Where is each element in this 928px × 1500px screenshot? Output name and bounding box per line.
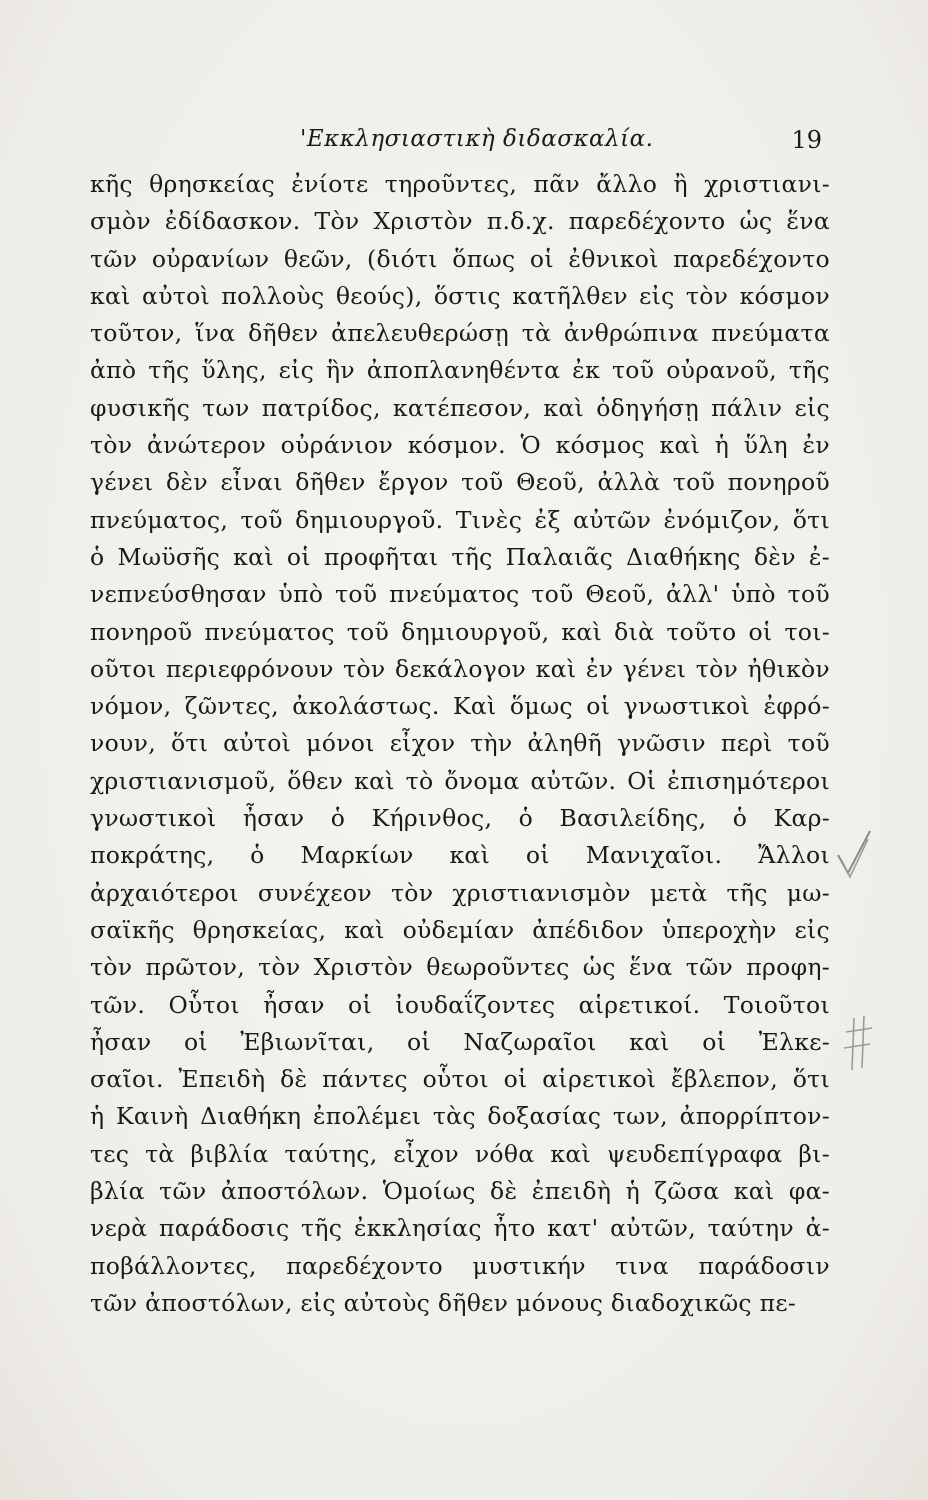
text-line: πνεύματος, τοῦ δημιουργοῦ. Τινὲς ἐξ αὐτῶν ἐνόμιζον, ὅτι [90,505,830,534]
text-line: ὁ Μωϋσῆς καὶ οἱ προφῆται τῆς Παλαιᾶς Διαθήκης δὲν ἐ- [90,542,830,571]
text-line: νουν, ὅτι αὐτοὶ μόνοι εἶχον τὴν ἀληθῆ γνῶσιν περὶ τοῦ [90,729,830,758]
text-line: ἦσαν οἱ Ἐβιωνῖται, οἱ Ναζωραῖοι καὶ οἱ Ἐλκε- [90,1027,830,1056]
text-line: ποκράτης, ὁ Μαρκίων καὶ οἱ Μανιχαῖοι. Ἄλλοι [90,841,830,870]
text-line: σαϊκῆς θρησκείας, καὶ οὐδεμίαν ἀπέδιδον ὑπεροχὴν εἰς [90,915,830,944]
text-line: τῶν. Οὗτοι ἦσαν οἱ ἰουδαΐζοντες αἱρετικοί. Τοιοῦτοι [90,990,830,1019]
text-line: νερὰ παράδοσις τῆς ἐκκλησίας ἦτο κατ' αὐτῶν, ταύτην ἀ- [90,1214,830,1243]
text-line: τες τὰ βιβλία ταύτης, εἶχον νόθα καὶ ψευδεπίγραφα βι- [90,1139,830,1168]
text-line: ἡ Καινὴ Διαθήκη ἐπολέμει τὰς δοξασίας των, ἀπορρίπτον- [90,1102,830,1131]
text-line: τὸν ἀνώτερον οὐράνιον κόσμον. Ὁ κόσμος καὶ ἡ ὕλη ἐν [90,431,830,460]
text-line: βλία τῶν ἀποστόλων. Ὁμοίως δὲ ἐπειδὴ ἡ ζῶσα καὶ φα- [90,1177,830,1206]
text-line: σαῖοι. Ἐπειδὴ δὲ πάντες οὗτοι οἱ αἱρετικοὶ ἔβλεπον, ὅτι [90,1065,830,1094]
text-line: κῆς θρησκείας ἐνίοτε τηροῦντες, πᾶν ἄλλο ἢ χριστιανι- [90,170,830,198]
text-line: οῦτοι περιεφρόνουν τὸν δεκάλογον καὶ ἐν γένει τὸν ἠθικὸν [90,654,830,683]
text-line: φυσικῆς των πατρίδος, κατέπεσον, καὶ ὁδηγήσῃ πάλιν εἰς [90,393,830,422]
text-line: τῶν ἀποστόλων, εἰς αὐτοὺς δῆθεν μόνους διαδοχικῶς πε- [90,1288,797,1317]
text-line: ἀπὸ τῆς ὕλης, εἰς ἣν ἀποπλανηθέντα ἐκ τοῦ οὐρανοῦ, τῆς [90,356,830,385]
text-line: ποβάλλοντες, παρεδέχοντο μυστικήν τινα παράδοσιν [90,1251,830,1280]
text-line: ἀρχαιότεροι συνέχεον τὸν χριστιανισμὸν μετὰ τῆς μω- [90,878,830,907]
pencil-hash-mark [840,1010,876,1080]
text-line: σμὸν ἐδίδασκον. Τὸν Χριστὸν π.δ.χ. παρεδέχοντο ὡς ἕνα [90,207,830,236]
pencil-check-mark [834,825,874,895]
text-line: γένει δὲν εἶναι δῆθεν ἔργον τοῦ Θεοῦ, ἀλλὰ τοῦ πονηροῦ [90,468,830,497]
text-line: τῶν οὐρανίων θεῶν, (διότι ὅπως οἱ ἐθνικοὶ παρεδέχοντο [90,244,830,273]
text-line: νόμον, ζῶντες, ἀκολάστως. Καὶ ὅμως οἱ γνωστικοὶ ἐφρό- [90,692,830,721]
text-line: καὶ αὐτοὶ πολλοὺς θεούς), ὅστις κατῆλθεν εἰς τὸν κόσμον [90,281,830,310]
page-number: 19 [791,126,822,154]
text-line: πονηροῦ πνεύματος τοῦ δημιουργοῦ, καὶ διὰ τοῦτο οἱ τοι- [90,617,830,646]
page-header [300,126,822,166]
text-line: χριστιανισμοῦ, ὅθεν καὶ τὸ ὄνομα αὐτῶν. Οἱ ἐπισημότεροι [90,766,830,795]
running-title: 'Εκκλησιαστικὴ διδασκαλία. [300,126,654,152]
text-line: γνωστικοὶ ἦσαν ὁ Κήρινθος, ὁ Βασιλείδης, ὁ Καρ- [90,804,830,833]
text-line: νεπνεύσθησαν ὑπὸ τοῦ πνεύματος τοῦ Θεοῦ, ἀλλ' ὑπὸ τοῦ [90,580,830,609]
body-text [90,166,830,1322]
text-line: τοῦτον, ἵνα δῆθεν ἀπελευθερώσῃ τὰ ἀνθρώπινα πνεύματα [90,319,830,348]
text-line: τὸν πρῶτον, τὸν Χριστὸν θεωροῦντες ὡς ἕνα τῶν προφη- [90,953,830,982]
